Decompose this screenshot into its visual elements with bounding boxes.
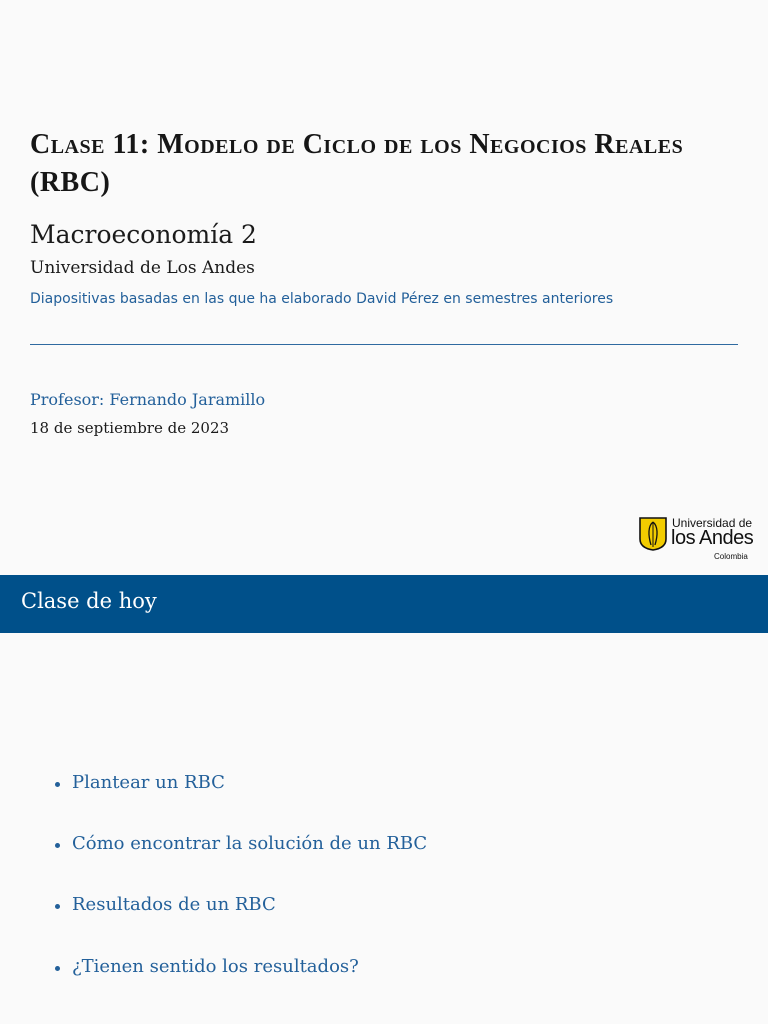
frame-title: Clase de hoy: [21, 589, 157, 613]
logo-text-line1: Universidad de: [672, 516, 753, 530]
list-item-label: Cómo encontrar la solución de un RBC: [72, 833, 428, 854]
institute-name: Universidad de Los Andes: [30, 258, 255, 278]
presentation-title: Clase 11: Modelo de Ciclo de los Negocios Reales (RBC): [30, 129, 684, 198]
logo-text-line2: los Andes: [671, 527, 754, 549]
logo-text-line3: Colombia: [714, 552, 748, 561]
university-shield-icon: [639, 517, 667, 551]
university-logo: [639, 515, 755, 563]
bullet-icon: [55, 782, 60, 787]
list-item-label: Plantear un RBC: [72, 772, 225, 793]
bullet-icon: [55, 843, 60, 848]
bullet-icon: [55, 966, 60, 971]
credits-note: Diapositivas basadas en las que ha elaborado David Pérez en semestres anteriores: [30, 291, 614, 307]
list-item-label: ¿Tienen sentido los resultados?: [72, 956, 359, 977]
list-item-label: Resultados de un RBC: [72, 894, 276, 915]
title-divider: [30, 344, 738, 345]
author-line: Profesor: Fernando Jaramillo: [30, 390, 266, 409]
bullet-icon: [55, 904, 60, 909]
outline-slide: [0, 575, 768, 1024]
presentation-subtitle: Macroeconomía 2: [30, 220, 257, 249]
outline-list: [0, 575, 768, 1024]
presentation-date: 18 de septiembre de 2023: [30, 419, 230, 437]
